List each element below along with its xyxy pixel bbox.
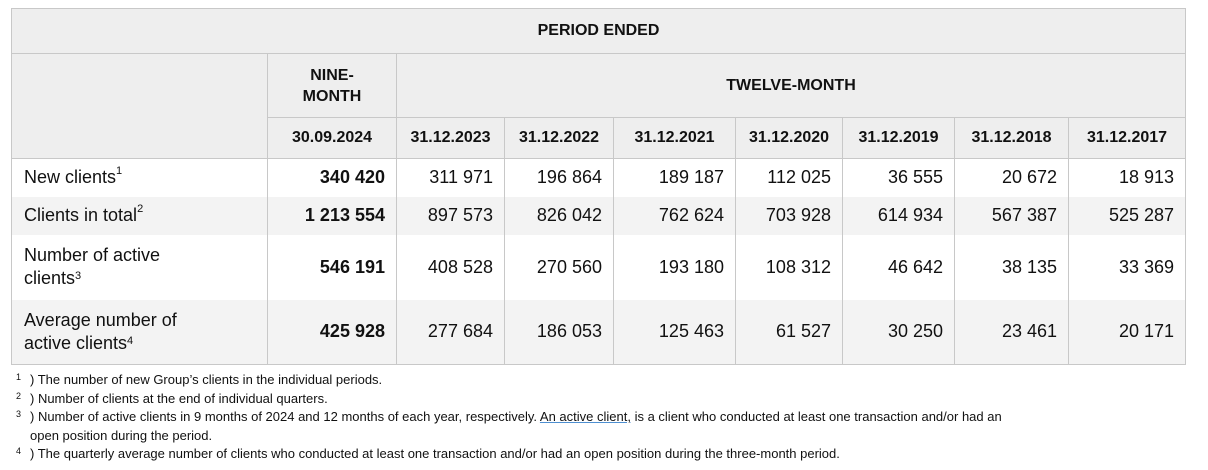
table-cell: 125 463 <box>614 300 736 365</box>
row-label-text: clients <box>24 268 76 288</box>
active-client-link[interactable]: An active client, <box>539 409 631 424</box>
table-row <box>12 235 1186 300</box>
twelve-month-header: TWELVE-MONTH <box>397 54 1186 118</box>
row-label <box>12 300 268 365</box>
table-cell: 61 527 <box>736 300 843 365</box>
footnote-text: ) The quarterly average number of clients who conducted at least one transaction and/or had an open position during the three-month period. <box>30 446 840 461</box>
table-cell: 614 934 <box>843 197 955 235</box>
table-cell: 20 171 <box>1069 300 1186 365</box>
table-cell: 826 042 <box>505 197 614 235</box>
table-cell: 525 287 <box>1069 197 1186 235</box>
nine-month-header <box>268 54 397 118</box>
table-cell: 311 971 <box>397 159 505 197</box>
footnote-1 <box>16 371 1176 390</box>
table-cell: 46 642 <box>843 235 955 300</box>
date-header: 31.12.2017 <box>1069 118 1186 159</box>
table-cell: 546 191 <box>268 235 397 300</box>
date-header: 31.12.2022 <box>505 118 614 159</box>
table-cell: 196 864 <box>505 159 614 197</box>
footnote-ref: 1 <box>116 165 123 178</box>
table-cell: 193 180 <box>614 235 736 300</box>
date-header: 31.12.2018 <box>955 118 1069 159</box>
header-row-period <box>12 9 1186 54</box>
footnote-mark: 1 <box>16 372 22 382</box>
footnote-ref: 3 <box>75 270 82 282</box>
blank-header-cell <box>12 54 268 159</box>
nine-month-line1: NINE- <box>310 66 354 84</box>
date-header: 31.12.2019 <box>843 118 955 159</box>
table-cell: 23 461 <box>955 300 1069 365</box>
clients-statistics-table <box>11 8 1186 365</box>
table-cell: 703 928 <box>736 197 843 235</box>
row-label <box>12 235 268 300</box>
row-label-text: Number of active <box>24 245 161 265</box>
table-cell: 18 913 <box>1069 159 1186 197</box>
table-cell: 408 528 <box>397 235 505 300</box>
date-header: 31.12.2021 <box>614 118 736 159</box>
table-cell: 1 213 554 <box>268 197 397 235</box>
date-header: 31.12.2020 <box>736 118 843 159</box>
footnote-text: ) The number of new Group’s clients in the individual periods. <box>30 372 383 387</box>
table-cell: 108 312 <box>736 235 843 300</box>
footnote-mark: 2 <box>16 390 22 401</box>
row-label-text: active clients <box>24 332 128 353</box>
nine-month-line2: MONTH <box>302 87 362 105</box>
table-cell: 567 387 <box>955 197 1069 235</box>
row-label-text: New clients <box>24 167 117 188</box>
footnote-text: ) Number of clients at the end of individual quarters. <box>30 390 328 406</box>
period-ended-header: PERIOD ENDED <box>12 9 1186 54</box>
table-cell: 340 420 <box>268 159 397 197</box>
header-row-type <box>12 54 1186 118</box>
row-label <box>12 159 268 197</box>
footnote-mark: 3 <box>16 409 22 419</box>
table-cell: 30 250 <box>843 300 955 365</box>
footnote-ref: 2 <box>137 203 144 215</box>
footnote-2 <box>16 390 1176 409</box>
table-cell: 425 928 <box>268 300 397 365</box>
table-row <box>12 159 1186 197</box>
table-cell: 762 624 <box>614 197 736 235</box>
table-cell: 112 025 <box>736 159 843 197</box>
table-cell: 20 672 <box>955 159 1069 197</box>
table-cell: 270 560 <box>505 235 614 300</box>
row-label-text: Clients in total <box>24 205 138 225</box>
footnote-text: open position during the period. <box>30 427 213 443</box>
date-header: 30.09.2024 <box>268 118 397 159</box>
footnote-text: is a client who conducted at least one transaction and/or had an <box>630 409 1002 424</box>
footnote-ref: 4 <box>127 334 134 347</box>
footnote-3 <box>16 408 1176 445</box>
table-cell: 33 369 <box>1069 235 1186 300</box>
row-label-text: Average number of <box>24 309 177 330</box>
footnotes <box>16 371 1176 464</box>
table-cell: 186 053 <box>505 300 614 365</box>
table-cell: 277 684 <box>397 300 505 365</box>
table-row <box>12 300 1186 365</box>
table-cell: 897 573 <box>397 197 505 235</box>
table-cell: 36 555 <box>843 159 955 197</box>
table-row <box>12 197 1186 235</box>
footnote-mark: 4 <box>16 446 22 456</box>
table-cell: 189 187 <box>614 159 736 197</box>
footnote-text: ) Number of active clients in 9 months of 2024 and 12 months of each year, respectively. <box>30 409 540 424</box>
row-label <box>12 197 268 235</box>
table-cell: 38 135 <box>955 235 1069 300</box>
date-header: 31.12.2023 <box>397 118 505 159</box>
footnote-4 <box>16 445 1176 464</box>
